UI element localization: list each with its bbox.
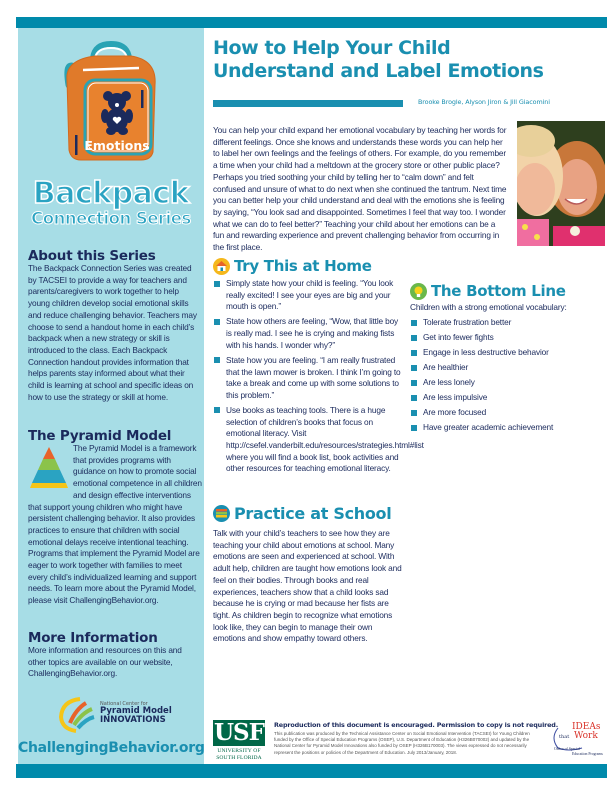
series-brand xyxy=(18,178,204,228)
pyramid-section xyxy=(28,443,202,607)
list-item: Are more focused xyxy=(410,407,600,419)
more-info-heading: More Information xyxy=(28,630,158,646)
ncpmi-logo-text: National Center for Pyramid Model INNOVATIONS xyxy=(100,701,172,725)
reproduction-notice: Reproduction of this document is encouraged. Permission to copy is not required. xyxy=(274,721,558,729)
intro-paragraph: You can help your child expand her emotional vocabulary by teaching her words for different feelings. Once she knows and understands these words you can help her to label her own feelings and the feelings of others. For example, do you remember a time when your child had a meltdown at the grocery store or other public place? Perhaps you tried soothing your child by telling her to “calm down” and felt confused and unsure of what to do next when she continued the tantrum. Next time you can better help your child understand and deal with the emotions she is feeling by saying, “You look sad and disappointed. Sometimes I feel that way too. I wonder what we can do to feel better?” Teaching your child about her emotions can be a fun and rewarding experience and prevent challenging behavior from occurring in the first place. xyxy=(213,125,507,253)
funding-disclaimer: This publication was produced by the Technical Assistance Center on Social Emotional Intervention (TACSEI) for Young Children funded by the Office of Special Education Programs (OSEP), U.S. Department of Education (H326B070002) and updated by the National Center for Pyramid Model Innovations also funded by OSEP (H326B170003). The views expressed do not necessarily represent the positions or policies of the Department of Education. July 2013/January, 2018. xyxy=(274,731,530,755)
list-item: State how you are feeling. “I am really frustrated that the lawn mower is broken. I think I’m going to take a break and come up with some solutions to this problem.” xyxy=(213,355,405,402)
list-item: Engage in less destructive behavior xyxy=(410,347,600,359)
author-accent-bar xyxy=(213,100,403,107)
books-icon xyxy=(213,505,230,522)
pyramid-body: The Pyramid Model is a framework that provides programs with guidance on how to promote social emotional competence in all children and design effective interventions that support young children who might have persistent challenging behavior. It also provides practices to ensure that children with social emotional delays receive intentional teaching. Programs that implement the Pyramid Model are eager to work together with families to meet every child’s individualized learning and support needs. To learn more about the Pyramid Model, please visit ChallengingBehavior.org. xyxy=(28,443,202,606)
pyramid-heading: The Pyramid Model xyxy=(28,428,172,444)
bottom-line-intro: Children with a strong emotional vocabulary: xyxy=(410,302,567,312)
authors: Brooke Brogle, Alyson Jiron & Jill Giacomini xyxy=(418,98,550,106)
mother-child-photo xyxy=(517,121,605,246)
list-item: State how others are feeling, “Wow, that little boy is really mad. I see he is crying and making fists with his hands. I wonder why?” xyxy=(213,316,405,351)
try-home-heading: Try This at Home xyxy=(213,257,372,275)
practice-school-body: Talk with your child’s teachers to see how they are teaching your child about emotions at school. Many emotions are seen and experienced at school. With adult help, children are taught how emotions look and feel on their bodies. Through books and real experiences, teachers show that a child looks sad because he is crying or mad because her fists are tight. As children begin to recognize what emotions look like, they can begin to manage their own emotions and show empathy toward others. xyxy=(213,528,402,644)
house-icon xyxy=(213,258,230,275)
about-heading: About this Series xyxy=(28,248,156,264)
top-accent-bar xyxy=(16,17,607,28)
list-item: Have greater academic achievement xyxy=(410,422,600,434)
usf-logo: USF UNIVERSITY OF SOUTH FLORIDA xyxy=(214,719,264,761)
page-title: How to Help Your Child Understand and Label Emotions xyxy=(213,37,544,82)
about-body: The Backpack Connection Series was created by TACSEI to provide a way for teachers and parents/caregivers to work together to help young children develop social emotional skills and reduce challenging behavior. Teachers may choose to send a handout home in each child’s backpack when a new strategy or skill is introduced to the class. Each Backpack Connection handout provides information that helps parents stay informed about what their child is learning at school and specific ideas on how to use the strategy or skill at home. xyxy=(28,263,197,402)
lightbulb-icon xyxy=(410,283,427,300)
backpack-emotions-logo xyxy=(55,40,165,162)
more-info-body: More information and resources on this and other topics are available on our website, ChallengingBehavior.org. xyxy=(28,645,182,679)
list-item: Are less lonely xyxy=(410,377,600,389)
list-item: Simply state how your child is feeling. “You look really excited! I see your eyes are big and your mouth is open.” xyxy=(213,278,405,313)
pyramid-icon xyxy=(28,443,70,493)
bottom-accent-bar xyxy=(16,764,607,778)
list-item: Get into fewer fights xyxy=(410,332,600,344)
website-link[interactable]: ChallengingBehavior.org xyxy=(18,740,205,756)
bottom-line-list xyxy=(410,317,600,437)
bottom-line-heading: The Bottom Line xyxy=(410,282,566,300)
ideas-that-work-logo: IDEAs that Work Office of Special Education Programs xyxy=(554,722,603,756)
brand-subtitle: Connection Series xyxy=(31,209,191,228)
practice-school-heading: Practice at School xyxy=(213,504,391,523)
list-item: Are healthier xyxy=(410,362,600,374)
ncpmi-logo-icon xyxy=(56,695,98,733)
list-item: Are less impulsive xyxy=(410,392,600,404)
svg-text:Emotions: Emotions xyxy=(84,138,150,153)
try-home-list xyxy=(213,278,424,478)
list-item: Tolerate frustration better xyxy=(410,317,600,329)
list-item: Use books as teaching tools. There is a huge selection of children’s books that focus on emotional literacy. Visit http://csefel.vanderbilt.edu/resources/strategies.html#list where you will find a book list, book activities and other resources for teaching emotional literacy. xyxy=(213,405,405,475)
brand-title: Backpack xyxy=(32,176,190,211)
